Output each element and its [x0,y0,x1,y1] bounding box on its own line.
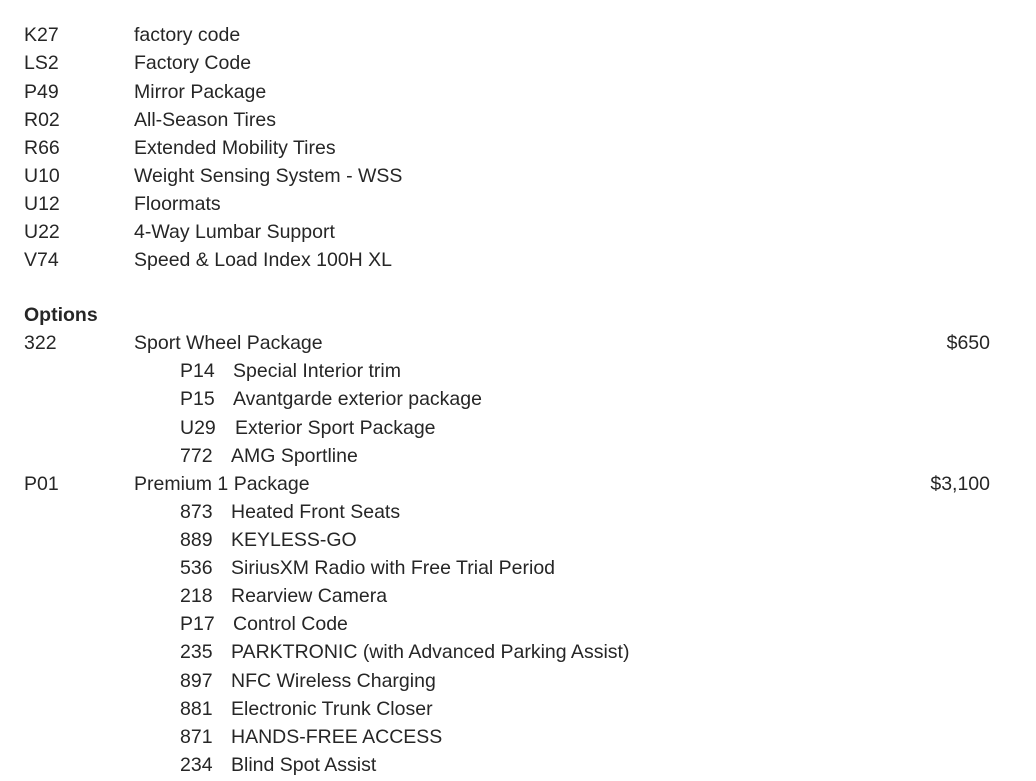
package-item-code: 897 [180,670,213,692]
code-description: Extended Mobility Tires [134,137,336,159]
package-item-description: NFC Wireless Charging [231,670,436,692]
package-item-code: 218 [180,585,213,607]
code-value: U10 [24,165,60,187]
package-item-row [0,498,1036,526]
code-description: Speed & Load Index 100H XL [134,249,393,271]
package-item-code: 889 [180,529,213,551]
options-heading: Options [24,304,98,326]
code-value: R02 [24,109,60,131]
package-item-description: KEYLESS-GO [231,529,357,551]
package-item-code: 873 [180,501,213,523]
package-code: 322 [24,332,57,354]
code-value: U12 [24,193,60,215]
code-value: LS2 [24,52,59,74]
package-row [0,329,1036,357]
package-item-description: Heated Front Seats [231,501,401,523]
code-value: U22 [24,221,60,243]
code-description: 4-Way Lumbar Support [134,221,335,243]
package-price: $650 [946,332,990,354]
package-item-code: 235 [180,641,213,663]
package-item-code: P14 [180,360,215,382]
package-item-description: Special Interior trim [233,360,401,382]
options-heading-row [0,301,1036,329]
code-row [0,218,1036,246]
code-description: Mirror Package [134,81,267,103]
package-item-row [0,582,1036,610]
package-item-row [0,414,1036,442]
package-item-row [0,751,1036,779]
code-row [0,49,1036,77]
code-row [0,190,1036,218]
package-name: Premium 1 Package [134,473,310,495]
package-item-description: Exterior Sport Package [235,417,436,439]
code-value: P49 [24,81,59,103]
code-description: Factory Code [134,52,252,74]
package-item-code: 536 [180,557,213,579]
package-item-code: U29 [180,417,216,439]
package-item-row [0,442,1036,470]
package-price: $3,100 [930,473,990,495]
code-description: Weight Sensing System - WSS [134,165,403,187]
package-item-code: 772 [180,445,213,467]
package-item-row [0,357,1036,385]
code-row [0,246,1036,274]
code-row [0,134,1036,162]
code-row [0,162,1036,190]
package-item-code: 881 [180,698,213,720]
package-item-description: Control Code [233,613,348,635]
package-item-description: Avantgarde exterior package [233,388,482,410]
code-value: K27 [24,24,59,46]
package-item-code: 234 [180,754,213,776]
code-row [0,106,1036,134]
code-value: R66 [24,137,60,159]
code-description: Floormats [134,193,221,215]
package-item-description: PARKTRONIC (with Advanced Parking Assist) [231,641,630,663]
code-description: All-Season Tires [134,109,276,131]
code-value: V74 [24,249,59,271]
package-item-row [0,610,1036,638]
code-description: factory code [134,24,241,46]
package-item-row [0,526,1036,554]
package-item-row [0,554,1036,582]
package-item-row [0,385,1036,413]
package-item-code: 871 [180,726,213,748]
package-item-description: SiriusXM Radio with Free Trial Period [231,557,556,579]
package-item-description: Blind Spot Assist [231,754,377,776]
package-item-description: HANDS-FREE ACCESS [231,726,443,748]
package-item-code: P17 [180,613,215,635]
package-code: P01 [24,473,59,495]
package-item-row [0,638,1036,666]
package-item-code: P15 [180,388,215,410]
package-row [0,470,1036,498]
code-row [0,21,1036,49]
package-name: Sport Wheel Package [134,332,323,354]
package-item-row [0,695,1036,723]
package-item-description: Electronic Trunk Closer [231,698,433,720]
package-item-row [0,667,1036,695]
package-item-row [0,723,1036,751]
package-item-description: AMG Sportline [231,445,358,467]
code-row [0,78,1036,106]
package-item-description: Rearview Camera [231,585,388,607]
